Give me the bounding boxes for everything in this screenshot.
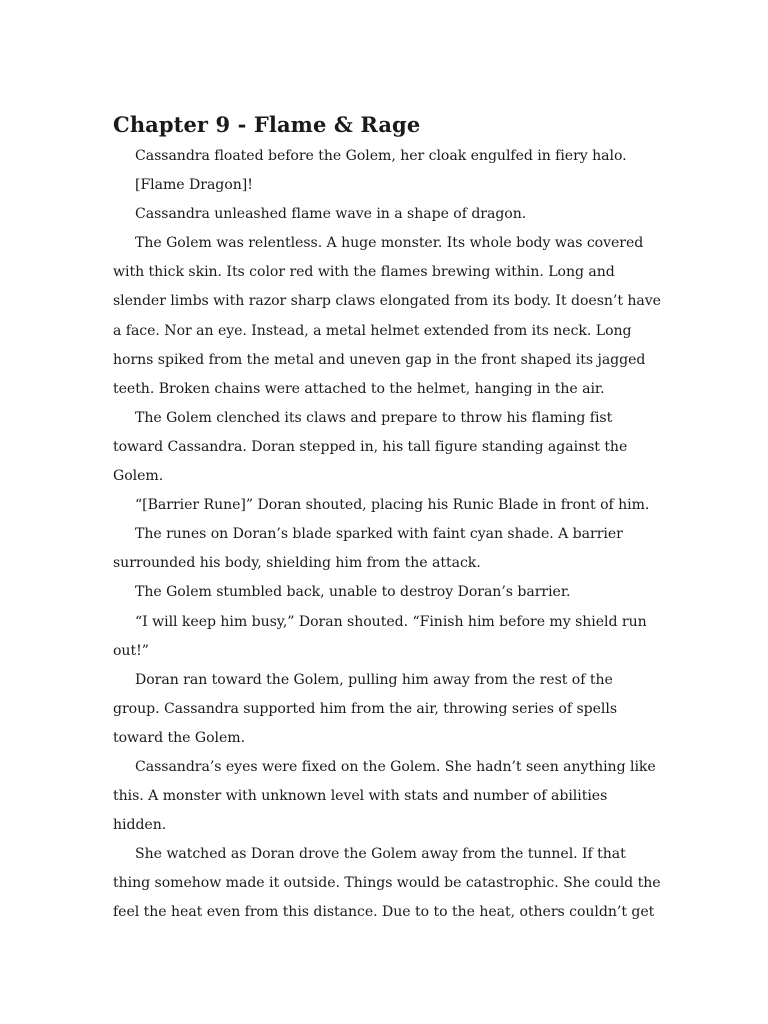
paragraph: The Golem was relentless. A huge monster. Its whole body was covered with thick skin. Its color red with the flames brewing within. Long and slender limbs with razor sharp claws elongated from its body. It doesn’t have a face. Nor an eye. Instead, a metal helmet extended from its neck. Long horns spiked from the metal and uneven gap in the front shaped its jagged teeth. Broken chains were attached to the helmet, hanging in the air. xyxy=(113,235,661,397)
chapter-title: Chapter 9 - Flame & Rage xyxy=(113,112,421,137)
paragraph: Cassandra’s eyes were fixed on the Golem. She hadn’t seen anything like this. A monster with unknown level with stats and number of abilities hidden. xyxy=(113,758,656,834)
paragraph: [Flame Dragon]! xyxy=(135,177,253,194)
paragraph: “[Barrier Rune]” Doran shouted, placing his Runic Blade in front of him. xyxy=(135,497,650,514)
paragraph: Doran ran toward the Golem, pulling him away from the rest of the group. Cassandra supported him from the air, throwing series of spells toward the Golem. xyxy=(113,671,617,746)
paragraph: The Golem stumbled back, unable to destroy Doran’s barrier. xyxy=(135,584,571,601)
paragraph: Cassandra floated before the Golem, her cloak engulfed in fiery halo. xyxy=(135,148,627,164)
chapter-body xyxy=(113,111,661,928)
paragraph: The runes on Doran’s blade sparked with faint cyan shade. A barrier surrounded his body, shielding him from the attack. xyxy=(113,526,623,572)
paragraph: Cassandra unleashed flame wave in a shape of dragon. xyxy=(135,206,527,223)
paragraph: The Golem clenched its claws and prepare to throw his flaming fist toward Cassandra. Doran stepped in, his tall figure standing against the Golem. xyxy=(113,409,628,485)
paragraph: She watched as Doran drove the Golem away from the tunnel. If that thing somehow made it outside. Things would be catastrophic. She could the feel the heat even from this distance. Due to to the heat, others couldn’t get xyxy=(113,846,661,921)
paragraph: “I will keep him busy,” Doran shouted. “Finish him before my shield run out!” xyxy=(113,613,647,659)
